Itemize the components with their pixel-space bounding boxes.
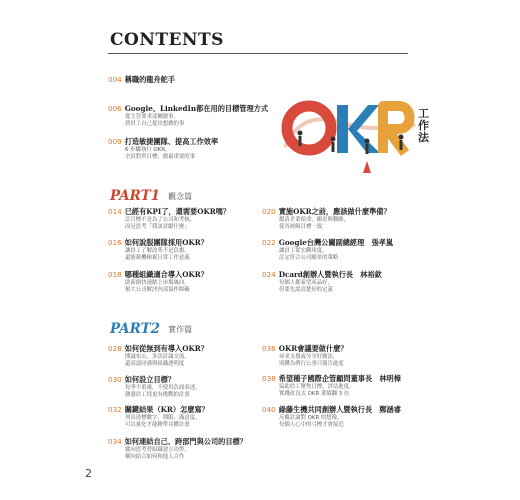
toc-entry-description: 全員對齊目標，做最重要的事 — [125, 154, 196, 161]
toc-entry-title: 綠藤生機共同創辦人暨執行長 鄭涵睿 — [278, 405, 401, 414]
toc-entry[interactable] — [262, 238, 393, 263]
toc-entry-title: OKR會議要做什麼？ — [278, 344, 348, 353]
page-ref-number: 040 — [262, 405, 276, 414]
toc-entry-description: 助新創快速踏上市場風向， — [125, 280, 190, 286]
okr-letter-k-stem — [337, 105, 348, 153]
toc-entry-heading — [108, 137, 218, 147]
page-ref-number: 028 — [108, 344, 122, 353]
okr-illustration — [275, 85, 425, 185]
part1-name: 觀念篇 — [168, 192, 193, 201]
page-ref-number: 018 — [108, 270, 122, 279]
page-ref-number: 032 — [108, 405, 122, 414]
toc-entry-description: 6 步驟執行 OKR， — [125, 147, 171, 153]
toc-entry-description: 釐清企業使命、願景與戰略， — [279, 217, 350, 223]
toc-entry-description: 開誠布公，多次討論交流， — [125, 354, 190, 360]
toc-entry-title: 希望種子國際企管顧問董事長 林明樟 — [278, 374, 401, 383]
toc-entry[interactable] — [108, 75, 175, 85]
flag-icon — [363, 161, 371, 173]
toc-entry-heading — [108, 270, 208, 280]
toc-entry-title: Dcard創辦人暨執行長 林裕欽 — [278, 270, 382, 279]
toc-entry-description: 還高認同感與組織透明度 — [125, 361, 185, 368]
page-ref-number: 016 — [108, 238, 122, 247]
toc-entry-heading — [262, 405, 401, 415]
toc-entry-title: 如何說服團隊採用OKR？ — [124, 238, 208, 247]
toc-entry-description: 列出達標數字、期限、滿意度， — [125, 415, 201, 421]
toc-entry-description: 別鑽為例行公事只報告進度 — [279, 361, 344, 368]
toc-entry[interactable] — [262, 405, 401, 430]
toc-entry-title: 如何從無到有導入OKR？ — [124, 344, 208, 353]
part1-label: PART1 — [110, 188, 161, 204]
part2-heading — [110, 321, 192, 337]
toc-entry[interactable] — [262, 207, 391, 232]
toc-entry-description: 可以量化才能精準具體計畫 — [125, 422, 190, 429]
toc-entry-heading — [262, 344, 348, 354]
toc-entry-title: 已經有KPI了，還需要OKR嗎？ — [124, 207, 231, 216]
toc-entry[interactable] — [108, 137, 218, 162]
toc-entry[interactable] — [108, 207, 230, 232]
toc-entry-description: 橫向結合如何和他人合作 — [125, 454, 185, 461]
toc-entry-heading — [262, 238, 393, 248]
toc-entry[interactable] — [108, 437, 247, 462]
toc-entry-description: 反覆討論對 OKR 的想像， — [279, 415, 343, 421]
page-ref-number: 006 — [108, 104, 122, 113]
toc-entry-description: 訂目標不是為了公司和考核， — [125, 217, 196, 223]
toc-entry-description: 協助員工聚焦目標，評估進度， — [279, 384, 355, 390]
toc-entry[interactable] — [262, 270, 382, 295]
page-ref-number: 030 — [108, 375, 122, 384]
toc-entry[interactable] — [108, 270, 208, 295]
part1-heading — [110, 188, 192, 204]
toc-entry-description: 尋求支援或分享好做法， — [279, 354, 339, 360]
toc-entry-description: 激發員工找更有挑戰的計畫 — [125, 392, 190, 399]
toc-entry-description: 使各層級目標一致 — [279, 224, 323, 231]
toc-entry[interactable] — [108, 238, 208, 263]
page-ref-number: 004 — [108, 75, 122, 84]
toc-entry-heading — [262, 207, 391, 217]
page-ref-number: 020 — [262, 207, 276, 216]
page-ref-number: 022 — [262, 238, 276, 247]
toc-entry-title: Google台灣公關副總經理 張孝嵐 — [278, 238, 394, 247]
toc-entry[interactable] — [108, 104, 268, 129]
page-ref-number: 036 — [262, 344, 276, 353]
toc-entry-heading — [108, 405, 209, 415]
toc-entry-title: 打造敏捷團隊、提高工作效率 — [124, 137, 219, 146]
toc-entry-description: 縱向思考替組織建立功勞， — [125, 447, 190, 453]
toc-entry-heading — [108, 75, 175, 85]
toc-entry-heading — [108, 375, 200, 385]
page-ref-number: 038 — [262, 374, 276, 383]
toc-entry-description: 每季不重複，不使用負面表述， — [125, 385, 201, 391]
toc-entry-title: 實施OKR之前，應該做什麼準備？ — [278, 207, 391, 216]
toc-entry[interactable] — [108, 405, 209, 430]
page-ref-number: 014 — [108, 207, 122, 216]
toc-entry-heading — [108, 437, 247, 447]
toc-entry[interactable] — [108, 344, 208, 369]
toc-entry-heading — [108, 238, 208, 248]
part2-name: 實作篇 — [168, 325, 193, 334]
toc-entry-title: 稱職的龍舟舵手 — [124, 75, 176, 84]
toc-entry-description: 而是思考「我該貢獻什麼」 — [125, 224, 190, 231]
toc-entry-title: 哪種組織適合導入OKR？ — [124, 270, 208, 279]
toc-entry-description: 還能藉機檢視日常工作意義 — [125, 255, 190, 262]
page-ref-number: 024 — [262, 270, 276, 279]
toc-entry-title: 關鍵結果（KR）怎麼寫？ — [124, 405, 209, 414]
toc-entry-description: 幫大公司解決內部協作障礙 — [125, 287, 190, 294]
toc-entry[interactable] — [108, 375, 200, 400]
toc-entry[interactable] — [262, 344, 348, 369]
toc-entry-description: 從主管要求部屬做事， — [125, 114, 179, 120]
toc-entry-heading — [108, 207, 230, 217]
page-number: 2 — [85, 467, 92, 480]
okr-letter-r — [383, 106, 410, 153]
toc-entry-description: 但要先說清楚好的定義 — [279, 287, 333, 294]
okr-caption: 工作法 — [418, 107, 429, 144]
toc-entry-title: Google、LinkedIn都在用的目標管理方式 — [124, 104, 269, 113]
toc-entry-heading — [262, 374, 401, 384]
toc-entry-description: 每個人心中的弓標才會接近 — [279, 422, 344, 429]
toc-entry-description: 讓員工從宏觀角度， — [279, 248, 328, 254]
toc-entry-description: 每個人都希望產品好， — [279, 280, 333, 286]
title-rule — [108, 53, 408, 54]
page-ref-number: 034 — [108, 437, 122, 446]
toc-entry[interactable] — [262, 374, 401, 399]
toc-entry-description: 讓員工了解改革不是負擔， — [125, 248, 190, 254]
toc-entry-description: 訂定符合公司願景的策略 — [279, 255, 339, 262]
toc-entry-title: 如何連結自己、跨部門與公司的目標？ — [124, 437, 247, 446]
toc-entry-heading — [108, 104, 268, 114]
toc-entry-heading — [108, 344, 208, 354]
page-ref-number: 009 — [108, 137, 122, 146]
okr-letter-o — [287, 106, 331, 150]
toc-entry-heading — [262, 270, 382, 280]
toc-entry-description: 到員工自己提出想做的事 — [125, 121, 185, 128]
toc-entry-title: 如何設立目標？ — [124, 375, 176, 384]
page-title: CONTENTS — [110, 30, 224, 50]
toc-entry-description: 實踐改良式 OKR 業績翻 3 倍 — [279, 391, 350, 398]
part2-label: PART2 — [110, 321, 161, 337]
